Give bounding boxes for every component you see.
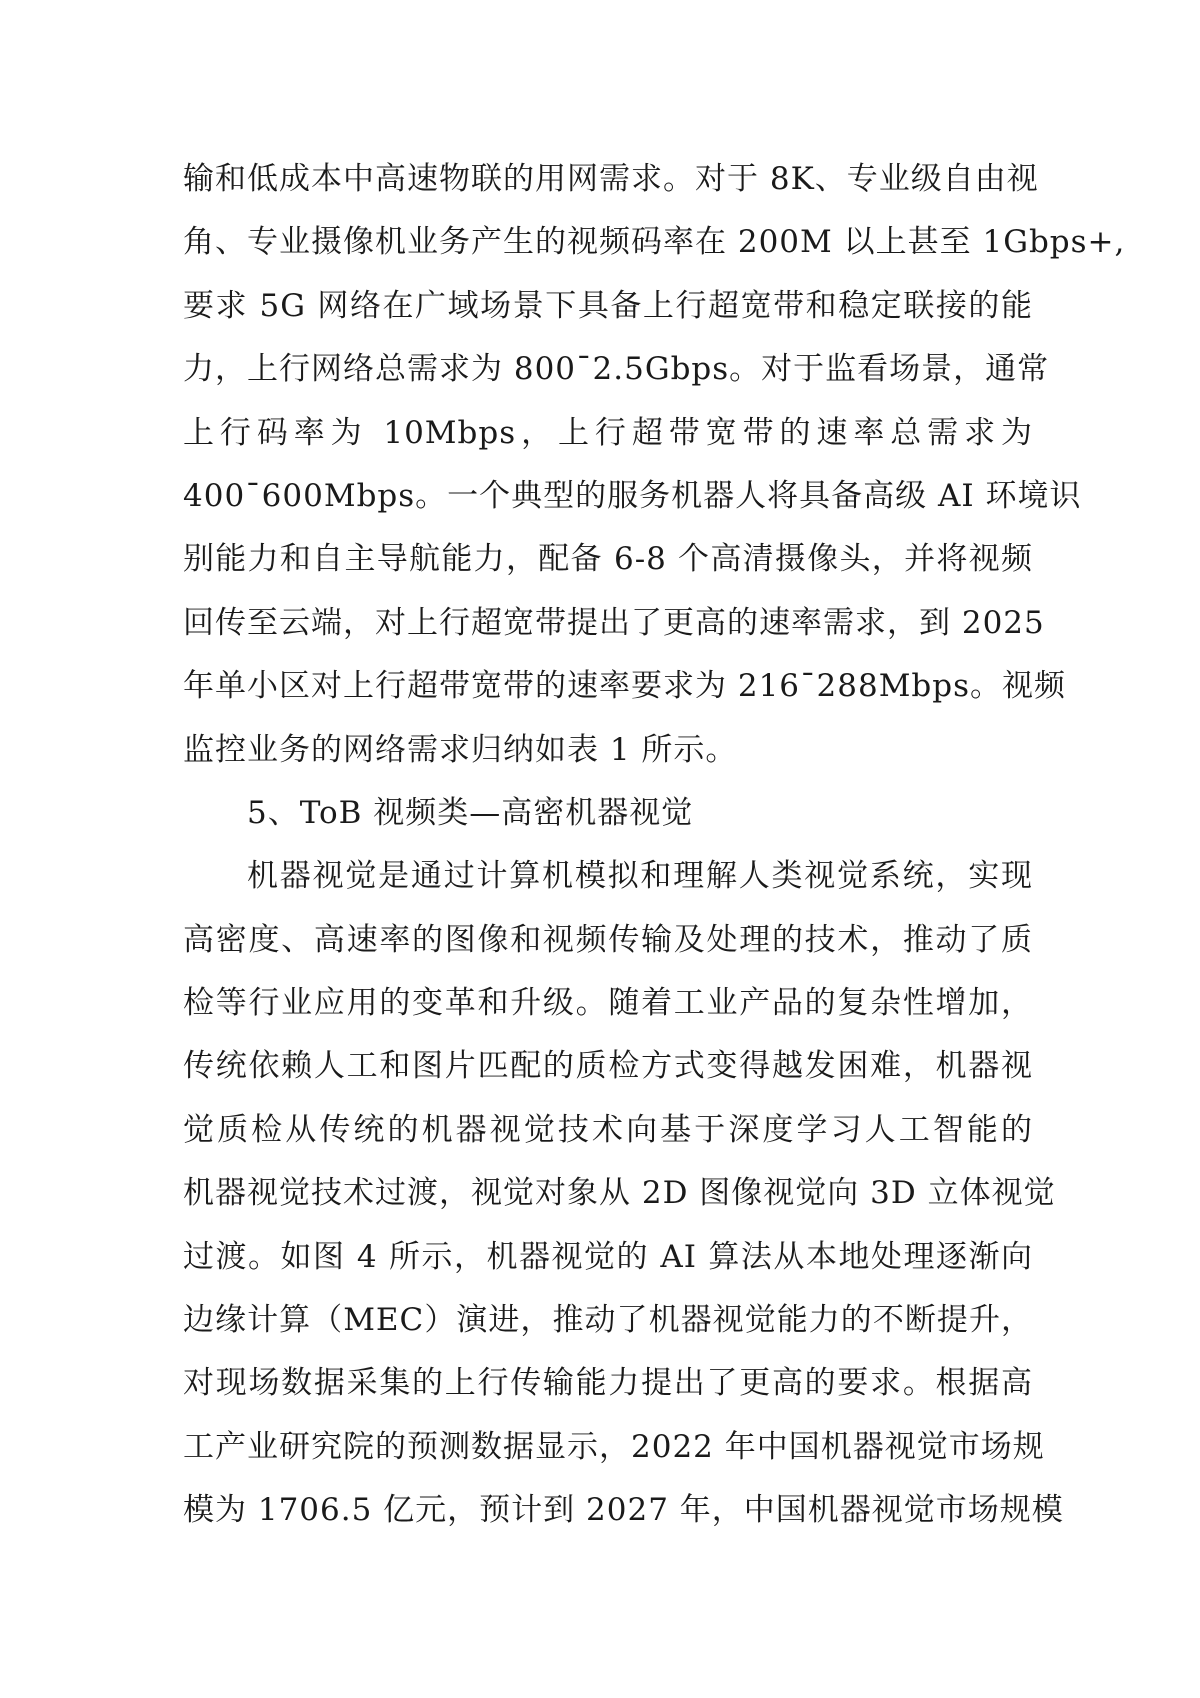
text-line: 回传至云端，对上行超宽带提出了更高的速率需求，到 2025 bbox=[183, 604, 1045, 641]
paragraph-machine-vision bbox=[183, 845, 1064, 1542]
text-line: 机器视觉是通过计算机模拟和理解人类视觉系统，实现 bbox=[247, 858, 1033, 895]
text-line: 对现场数据采集的上行传输能力提出了更高的要求。根据高 bbox=[183, 1365, 1033, 1402]
text-line: 机器视觉技术过渡，视觉对象从 2D 图像视觉向 3D 立体视觉 bbox=[183, 1175, 1056, 1212]
text-line: 年单小区对上行超带宽带的速率要求为 216¯288Mbps。视频 bbox=[183, 668, 1067, 705]
body-text bbox=[183, 148, 1126, 1543]
text-line: 边缘计算（MEC）演进，推动了机器视觉能力的不断提升， bbox=[183, 1302, 1033, 1339]
text-line: 工产业研究院的预测数据显示，2022 年中国机器视觉市场规 bbox=[183, 1428, 1045, 1465]
text-line: 别能力和自主导航能力，配备 6-8 个高清摄像头，并将视频 bbox=[183, 541, 1033, 578]
text-line: 力，上行网络总需求为 800¯2.5Gbps。对于监看场景，通常 bbox=[183, 351, 1050, 388]
text-line: 输和低成本中高速物联的用网需求。对于 8K、专业级自由视 bbox=[183, 161, 1039, 197]
text-line: 模为 1706.5 亿元，预计到 2027 年，中国机器视觉市场规模 bbox=[183, 1492, 1064, 1529]
text-line: 角、专业摄像机业务产生的视频码率在 200M 以上甚至 1Gbps+, bbox=[183, 224, 1126, 261]
text-line: 监控业务的网络需求归纳如表 1 所示。 bbox=[183, 731, 738, 768]
text-line: 检等行业应用的变革和升级。随着工业产品的复杂性增加， bbox=[183, 985, 1033, 1022]
text-line: 要求 5G 网络在广域场景下具备上行超宽带和稳定联接的能 bbox=[183, 287, 1033, 324]
text-line: 高密度、高速率的图像和视频传输及处理的技术，推动了质 bbox=[183, 921, 1033, 958]
section-heading: 5、ToB 视频类—高密机器视觉 bbox=[247, 794, 694, 831]
text-line: 觉质检从传统的机器视觉技术向基于深度学习人工智能的 bbox=[183, 1111, 1033, 1148]
text-line: 400¯600Mbps。一个典型的服务机器人将具备高级 AI 环境识 bbox=[183, 477, 1082, 514]
text-line: 上行码率为 10Mbps，上行超带宽带的速率总需求为 bbox=[183, 414, 1033, 451]
paragraph-network-demand bbox=[183, 148, 1126, 782]
text-line: 传统依赖人工和图片匹配的质检方式变得越发困难，机器视 bbox=[183, 1048, 1033, 1085]
text-line: 过渡。如图 4 所示，机器视觉的 AI 算法从本地处理逐渐向 bbox=[183, 1238, 1033, 1275]
